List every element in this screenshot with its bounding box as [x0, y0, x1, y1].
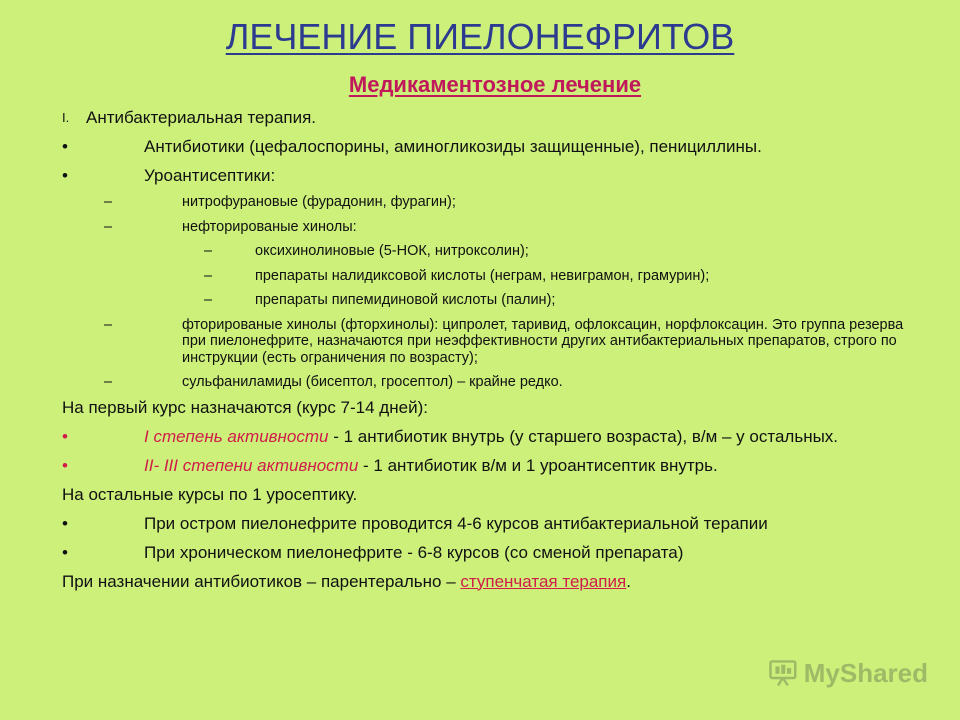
list-item: – сульфаниламиды (бисептол, гросептол) – крайне редко.	[104, 374, 563, 390]
watermark-logo	[768, 653, 928, 693]
activity-degree-1: I степень активности	[144, 426, 329, 446]
list-item: I. Антибактериальная терапия.	[62, 108, 317, 127]
roman-marker: I.	[62, 110, 70, 125]
list-item: • II- III степени активности - 1 антибиотик в/м и 1 уроантисептик внутрь.	[62, 455, 718, 475]
bullet-marker: •	[62, 426, 68, 446]
paragraph: На первый курс назначаются (курс 7-14 дней):	[62, 397, 428, 417]
list-item: • Антибиотики (цефалоспорины, аминогликозиды защищенные), пенициллины.	[62, 137, 762, 156]
page-title: ЛЕЧЕНИЕ ПИЕЛОНЕФРИТОВ	[225, 16, 735, 57]
list-item: – препараты пипемидиновой кислоты (палин);	[204, 292, 556, 308]
paragraph: При назначении антибиотиков – парентерально – ступенчатая терапия.	[62, 571, 631, 591]
dash-marker: –	[104, 374, 113, 390]
list-item: • При остром пиелонефрите проводится 4-6 курсов антибактериальной терапии	[62, 513, 768, 533]
dash-marker: –	[204, 267, 213, 284]
watermark-text: MyShared	[803, 657, 928, 688]
activity-degree-2-3: II- III степени активности	[144, 455, 359, 475]
list-item: • При хроническом пиелонефрите - 6-8 курсов (со сменой препарата)	[62, 542, 684, 562]
bullet-marker: •	[62, 542, 68, 562]
bullet-marker: •	[62, 455, 68, 475]
list-item: – фторированые хинолы (фторхинолы): ципролет, таривид, офлоксацин, норфлоксацин. Это группа резерва при пиелонефрите, назначаются при неэффективности других антибактериальных препаратов, строго по инструкции (есть ограничения по возрасту);	[104, 316, 904, 366]
list-item: – нитрофурановые (фурадонин, фурагин);	[104, 194, 456, 210]
bullet-marker: •	[62, 166, 68, 185]
dash-marker: –	[104, 218, 113, 235]
bullet-marker: •	[62, 137, 68, 156]
content	[62, 108, 922, 592]
list-item: • Уроантисептики:	[62, 166, 276, 185]
list-item: – препараты налидиксовой кислоты (неграм, невиграмон, грамурин);	[204, 267, 710, 284]
bullet-marker: •	[62, 513, 68, 533]
dash-marker: –	[104, 194, 113, 210]
list-item: – нефторированые хинолы:	[104, 218, 357, 235]
dash-marker: –	[204, 243, 213, 259]
paragraph: На остальные курсы по 1 уросептику.	[62, 484, 358, 504]
presentation-icon	[768, 656, 798, 690]
list-item: – оксихинолиновые (5-НОК, нитроксолин);	[204, 243, 529, 259]
dash-marker: –	[104, 316, 113, 333]
dash-marker: –	[204, 292, 213, 308]
step-therapy-link[interactable]: ступенчатая терапия	[460, 571, 627, 591]
list-item: • I степень активности - 1 антибиотик внутрь (у старшего возраста), в/м – у остальных.	[62, 426, 839, 446]
page-subtitle: Медикаментозное лечение	[348, 72, 642, 97]
